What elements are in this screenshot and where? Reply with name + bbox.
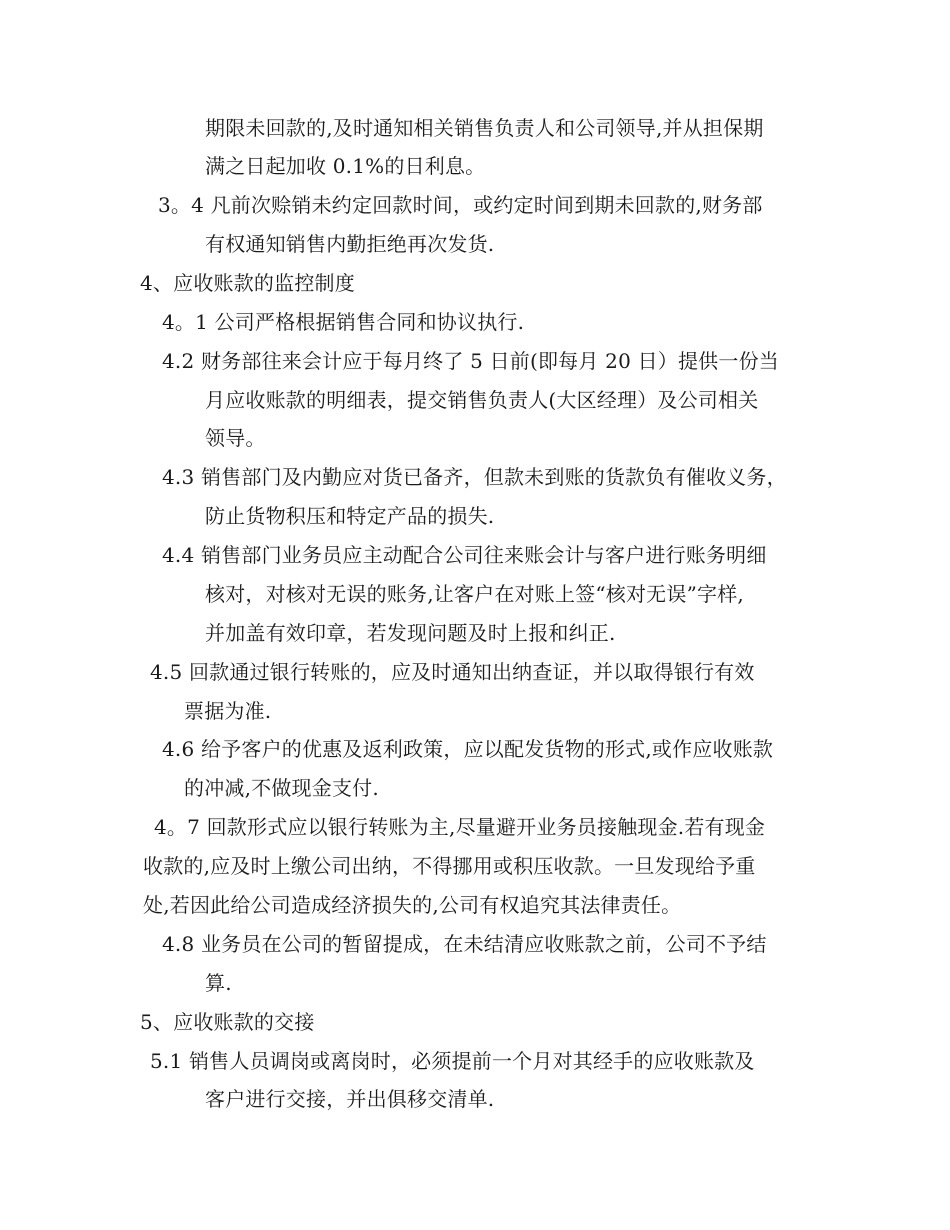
text-line: 3。4 凡前次赊销未约定回款时间，或约定时间到期未回款的,财务部 (158, 193, 763, 217)
text-line: 4.6 给予客户的优惠及返利政策，应以配发货物的形式,或作应收账款 (162, 737, 774, 761)
text-line: 月应收账款的明细表，提交销售负责人(大区经理）及公司相关 (205, 388, 759, 412)
text-line: 客户进行交接，并出俱移交清单. (205, 1087, 495, 1111)
text-line: 防止货物积压和特定产品的损失. (205, 504, 495, 528)
text-line: 4.2 财务部往来会计应于每月终了 5 日前(即每月 20 日）提供一份当 (162, 349, 779, 373)
text-line: 4。1 公司严格根据销售合同和协议执行. (162, 310, 525, 334)
text-line: 4.5 回款通过银行转账的，应及时通知出纳查证，并以取得银行有效 (150, 660, 755, 684)
text-line: 收款的,应及时上缴公司出纳，不得挪用或积压收款。一旦发现给予重 (143, 854, 756, 878)
section-heading: 5、应收账款的交接 (140, 1010, 315, 1034)
section-heading: 4、应收账款的监控制度 (140, 271, 355, 295)
text-line: 4.8 业务员在公司的暂留提成，在未结清应收账款之前，公司不予结 (162, 932, 767, 956)
text-line: 5.1 销售人员调岗或离岗时，必须提前一个月对其经手的应收账款及 (150, 1049, 755, 1073)
text-line: 4.4 销售部门业务员应主动配合公司往来账会计与客户进行账务明细 (162, 543, 767, 567)
text-line: 满之日起加收 0.1%的日利息。 (205, 154, 486, 178)
text-line: 核对，对核对无误的账务,让客户在对账上签“核对无误”字样, (205, 582, 744, 606)
text-line: 算. (205, 971, 232, 995)
text-line: 并加盖有效印章，若发现问题及时上报和纠正. (205, 621, 616, 645)
text-line: 4。7 回款形式应以银行转账为主,尽量避开业务员接触现金.若有现金 (154, 815, 766, 839)
text-line: 的冲减,不做现金支付. (184, 776, 379, 800)
text-line: 处,若因此给公司造成经济损失的,公司有权追究其法律责任。 (143, 893, 682, 917)
text-line: 领导。 (205, 426, 266, 450)
text-line: 有权通知销售内勤拒绝再次发货. (205, 232, 495, 256)
text-line: 期限未回款的,及时通知相关销售负责人和公司领导,并从担保期 (205, 116, 764, 140)
text-line: 4.3 销售部门及内勤应对货已备齐，但款未到账的货款负有催收义务， (162, 465, 787, 489)
text-line: 票据为准. (184, 699, 272, 723)
